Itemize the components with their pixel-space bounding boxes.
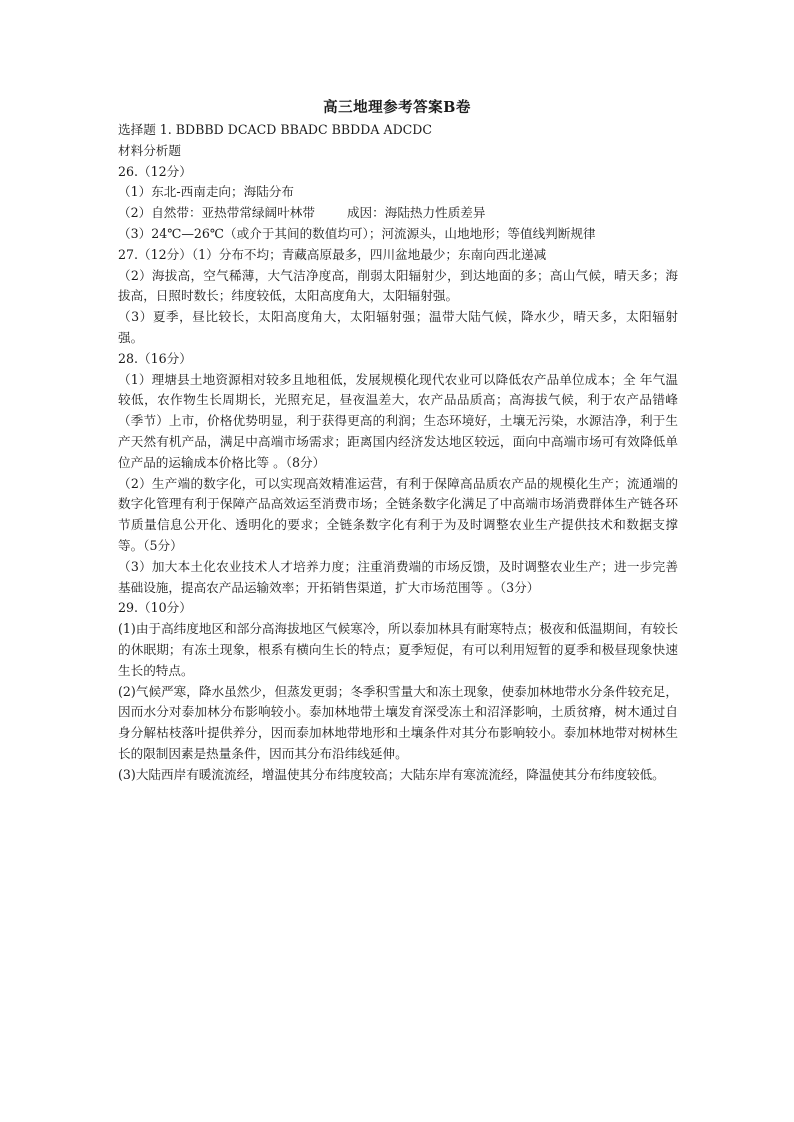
q29-answer-3: (3)大陆西岸有暖流流经，增温使其分布纬度较高；大陆东岸有寒流流经，降温使其分布纬度较低。 [118,766,665,782]
q26-heading: 26.（12分） [118,163,192,179]
q26-answer-2: （2）自然带：亚热带常绿阔叶林带 成因：海陆热力性质差异 [118,205,486,221]
q28-answer-3: （3）加大本土化农业技术人才培养力度；注重消费端的市场反馈，及时调整农业生产；进一步完善基础设施，提高农产品运输效率；开拓销售渠道，扩大市场范围等 。（3分） [118,558,678,595]
q29-heading: 29.（10分） [118,600,192,616]
multiple-choice-answers: 选择题 1. BDBBD DCACD BBADC BBDDA ADCDC [118,122,433,137]
q29-answer-1: (1)由于高纬度地区和部分高海拔地区气候寒冷，所以泰加林具有耐寒特点；极夜和低温期间，有较长的休眠期；有冻土现象，根系有横向生长的特点；夏季短促，有可以利用短暂的夏季和极昼现象快速生长的特点。 [118,621,678,678]
q26-answer-1: （1）东北-西南走向；海陆分布 [118,184,294,200]
q27-answer-2: （2）海拔高，空气稀薄，大气洁净度高，削弱太阳辐射少，到达地面的多；高山气候，晴天多；海拔高，日照时数长；纬度较低，太阳高度角大，太阳辐射强。 [118,267,678,304]
answer-body [118,120,678,786]
q29-answer-2: (2)气候严寒，降水虽然少，但蒸发更弱；冬季积雪量大和冻土现象，使泰加林地带水分条件较充足，因而水分对泰加林分布影响较小。泰加林地带土壤发育深受冻土和沼泽影响，土质贫瘠，树木通过自身分解枯枝落叶提供养分，因而泰加林地带地形和土壤条件对其分布影响较小。泰加林地带对树林生长的限制因素是热量条件，因而其分布沿纬线延伸。 [118,683,678,761]
q28-heading: 28.（16分） [118,350,192,366]
q28-answer-2: （2）生产端的数字化，可以实现高效精准运营，有利于保障高品质农产品的规模化生产；流通端的数字化管理有利于保障产品高效运至消费市场；全链条数字化满足了中高端市场消费群体生产链各环节质量信息公开化、透明化的要求；全链条数字化有利于为及时调整农业生产提供技术和数据支撑等。（5分） [118,475,678,553]
q26-answer-3: （3）24℃—26℃（或介于其间的数值均可）；河流源头，山地地形；等值线判断规律 [118,225,596,241]
q27-heading: 27.（12分）（1）分布不均；青藏高原最多，四川盆地最少；东南向西北递减 [118,246,547,262]
page-title: 高三地理参考答案B卷 [323,99,471,116]
section-label: 材料分析题 [118,142,181,158]
q28-answer-1: （1）理塘县土地资源相对较多且地租低，发展规模化现代农业可以降低农产品单位成本；全 年气温较低，农作物生长周期长，光照充足，昼夜温差大，农产品品质高；高海拔气候，利于农产品错峰（季节）上市，价格优势明显，利于获得更高的利润；生态环境好，土壤无污染，水源洁净，利于生产天然有机产品，满足中高端市场需求；距离国内经济发达地区较远，面向中高端市场可有效降低单位产品的运输成本价格比等 。（8分） [118,371,678,470]
q27-answer-3: （3）夏季，昼比较长，太阳高度角大，太阳辐射强；温带大陆气候，降水少，晴天多，太阳辐射强。 [118,309,678,345]
